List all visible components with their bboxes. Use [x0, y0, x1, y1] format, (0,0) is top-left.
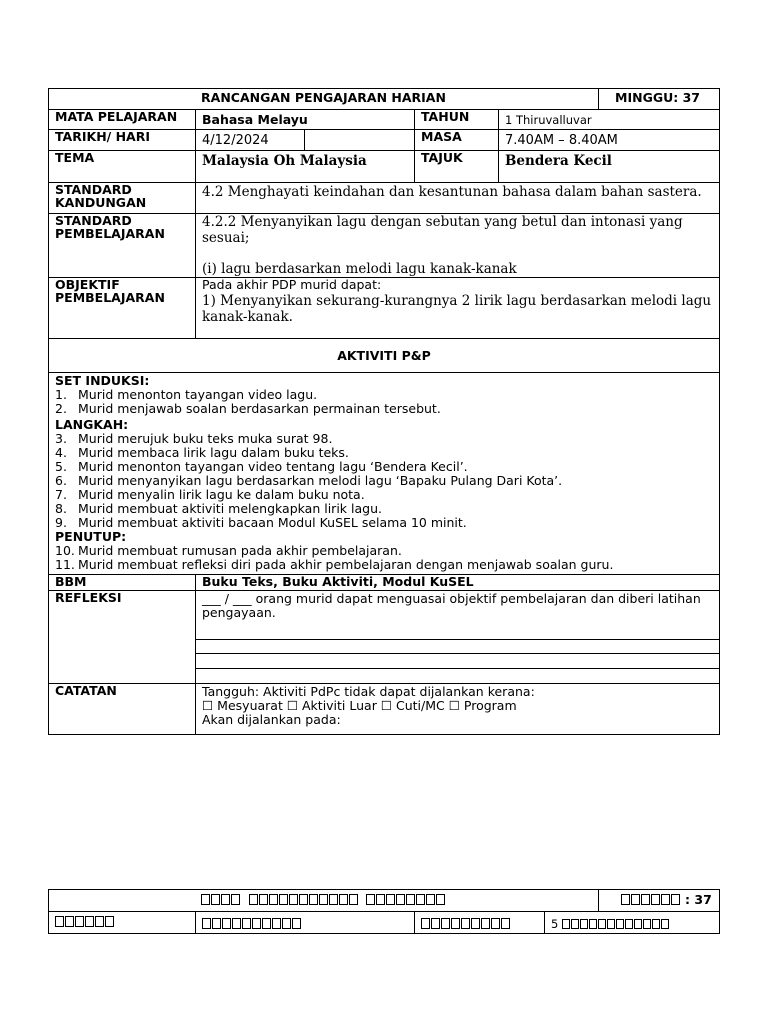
lesson-plan-table-2: [48, 889, 720, 934]
standard-kandungan-value: 4.2 Menghayati keindahan dan kesantunan bahasa dalam bahan sastera.: [196, 183, 720, 214]
tarikh-empty-cell: [305, 130, 415, 151]
catatan-value: [196, 684, 720, 735]
plan2-title: [49, 890, 599, 912]
plan2-minggu-number: : 37: [685, 892, 712, 907]
objektif-value: [196, 278, 720, 339]
mata-pelajaran-value: Bahasa Melayu: [196, 110, 415, 130]
bbm-label: BBM: [49, 575, 196, 591]
objektif-item-1: 1) Menyanyikan sekurang-kurangnya 2 lirik lagu berdasarkan melodi lagu kanak-kanak.: [202, 293, 712, 325]
tajuk-value: Bendera Kecil: [499, 151, 720, 183]
refleksi-label: REFLEKSI: [49, 591, 196, 684]
objektif-intro: Pada akhir PDP murid dapat:: [202, 277, 382, 292]
plan-title: RANCANGAN PENGAJARAN HARIAN: [49, 89, 599, 110]
tema-value: Malaysia Oh Malaysia: [196, 151, 415, 183]
tarikh-value: 4/12/2024: [196, 130, 305, 151]
plan2-minggu-cell: [599, 890, 720, 912]
list-item: 11. Murid membuat refleksi diri pada akhir pembelajaran dengan menjawab soalan guru.: [55, 557, 614, 572]
penutup-heading: PENUTUP:: [55, 529, 127, 544]
sp-line-1: 4.2.2 Menyanyikan lagu dengan sebutan yang betul dan intonasi yang sesuai;: [202, 214, 683, 246]
list-item: 5. Murid menonton tayangan video tentang lagu ‘Bendera Kecil’.: [55, 459, 468, 474]
list-item: 6. Murid menyanyikan lagu berdasarkan melodi lagu ‘Bapaku Pulang Dari Kota’.: [55, 473, 563, 488]
catatan-line-2: ☐ Mesyuarat ☐ Aktiviti Luar ☐ Cuti/MC ☐ Program: [202, 698, 517, 713]
plan2-value-2: [545, 912, 720, 934]
tahun-label: TAHUN: [415, 110, 499, 130]
masa-label: MASA: [415, 130, 499, 151]
tarikh-label: TARIKH/ HARI: [49, 130, 196, 151]
catatan-label: CATATAN: [49, 684, 196, 735]
list-item: 10. Murid membuat rumusan pada akhir pembelajaran.: [55, 543, 402, 558]
refleksi-line: [196, 669, 720, 684]
set-induksi-list: [55, 388, 713, 416]
sp-line-2: (i) lagu berdasarkan melodi lagu kanak-kanak: [202, 261, 517, 277]
lesson-plan-table: [48, 88, 720, 735]
catatan-line-1: Tangguh: Aktiviti PdPc tidak dapat dijalankan kerana:: [202, 684, 535, 699]
tema-label: TEMA: [49, 151, 196, 183]
list-item: 1. Murid menonton tayangan video lagu.: [55, 387, 318, 402]
set-induksi-heading: SET INDUKSI:: [55, 373, 150, 388]
refleksi-line: [196, 640, 720, 654]
refleksi-value: ___ / ___ orang murid dapat menguasai objektif pembelajaran dan diberi latihan pengayaan.: [196, 591, 720, 640]
langkah-list: [55, 432, 713, 530]
bbm-value: Buku Teks, Buku Aktiviti, Modul KuSEL: [196, 575, 720, 591]
standard-kandungan-label: STANDARD KANDUNGAN: [49, 183, 196, 214]
plan2-label-1: [49, 912, 196, 934]
mata-pelajaran-label: MATA PELAJARAN: [49, 110, 196, 130]
plan2-label-2: [415, 912, 545, 934]
tajuk-label: TAJUK: [415, 151, 499, 183]
list-item: 4. Murid membaca lirik lagu dalam buku teks.: [55, 445, 349, 460]
aktiviti-content: [49, 373, 720, 575]
list-item: 3. Murid merujuk buku teks muka surat 98.: [55, 431, 333, 446]
catatan-line-3: Akan dijalankan pada:: [202, 712, 341, 727]
tahun-value: 1 Thiruvalluvar: [499, 110, 720, 130]
masa-value: 7.40AM – 8.40AM: [499, 130, 720, 151]
standard-pembelajaran-label: STANDARD PEMBELAJARAN: [49, 214, 196, 278]
penutup-list: [55, 544, 713, 572]
list-item: 7. Murid menyalin lirik lagu ke dalam buku nota.: [55, 487, 365, 502]
objektif-label: OBJEKTIF PEMBELAJARAN: [49, 278, 196, 339]
list-item: 2. Murid menjawab soalan berdasarkan permainan tersebut.: [55, 401, 441, 416]
aktiviti-title: AKTIVITI P&P: [49, 339, 720, 373]
list-item: 8. Murid membuat aktiviti melengkapkan lirik lagu.: [55, 501, 382, 516]
list-item: 9. Murid membuat aktiviti bacaan Modul KuSEL selama 10 minit.: [55, 515, 467, 530]
refleksi-line: [196, 654, 720, 669]
minggu-cell: MINGGU: 37: [599, 89, 720, 110]
langkah-heading: LANGKAH:: [55, 417, 129, 432]
standard-pembelajaran-value: [196, 214, 720, 278]
plan2-value-1: [196, 912, 415, 934]
plan2-tahun-prefix: 5: [551, 917, 559, 931]
